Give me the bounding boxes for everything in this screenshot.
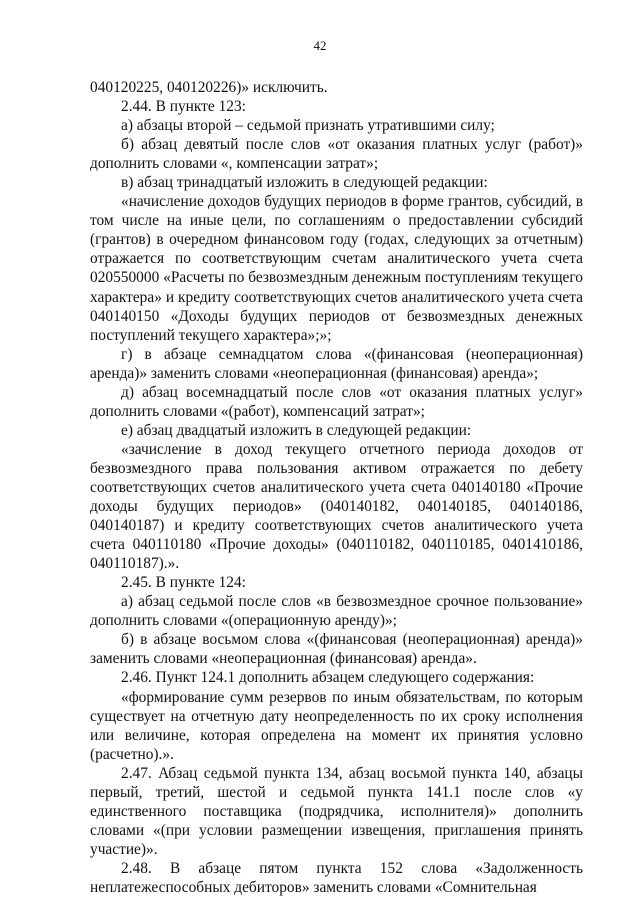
paragraph-subitem-a: а) абзацы второй – седьмой признать утратившими силу;: [121, 117, 495, 135]
paragraph-subitem-d: д) абзац восемнадцатый после слов «от оказания платных услуг» дополнить словами «(работ), компенсаций затрат»;: [90, 383, 583, 420]
paragraph-subitem-b: б) абзац девятый после слов «от оказания платных услуг (работ)» дополнить словами «, компенсации затрат»;: [90, 136, 583, 173]
paragraph-item-2-45: 2.45. В пункте 124:: [121, 574, 246, 592]
paragraph-item-2-48: 2.48. В абзаце пятом пункта 152 слова «Задолженность неплатежеспособных дебиторов» заменить словами «Сомнительная: [90, 859, 583, 896]
paragraph-subitem-a-2: а) абзац седьмой после слов «в безвозмездное срочное пользование» дополнить словами «(операционную аренду)»;: [90, 593, 583, 630]
paragraph-continuation: 040120225, 040120226)» исключить.: [90, 79, 328, 96]
paragraph-quote-income-credit: «зачисление в доход текущего отчетного периода доходов от безвозмездного права пользования активом отражается по дебету соответствующих счетов аналитического учета счета 040140180 «Прочие доходы будущих периодов» (040140182, 040140185, 040140186, 040140187) и кредиту соответствующих счетов аналитического учета счета 040110180 «Прочие доходы» (040110182, 040110185, 0401410186, 040110187).».: [90, 440, 583, 573]
page-number: 42: [313, 38, 327, 53]
document-body: [90, 78, 583, 897]
paragraph-subitem-v: в) абзац тринадцатый изложить в следующей редакции:: [121, 174, 488, 192]
paragraph-item-2-44: 2.44. В пункте 123:: [121, 98, 246, 116]
paragraph-quote-income-deferred: «начисление доходов будущих периодов в форме грантов, субсидий, в том числе на иные цели, по соглашениям о предоставлении субсидий (грантов) в очередном финансовом году (годах, следующих за отчетным) отражается по соответствующим счетам аналитического учета счета 020550000 «Расчеты по безвозмездным денежным поступлениям текущего характера» и кредиту соответствующих счетов аналитического учета счета 040140150 «Доходы будущих периодов от безвозмездных денежных поступлений текущего характера»;»;: [90, 193, 583, 344]
paragraph-subitem-g: г) в абзаце семнадцатом слова «(финансовая (неоперационная) аренда)» заменить словами «неоперационная (финансовая) аренда»;: [90, 345, 583, 382]
paragraph-subitem-b-2: б) в абзаце восьмом слова «(финансовая (неоперационная) аренда)» заменить словами «неоперационная (финансовая) аренда».: [90, 631, 583, 668]
paragraph-item-2-46: 2.46. Пункт 124.1 дополнить абзацем следующего содержания:: [121, 669, 535, 687]
paragraph-subitem-e: е) абзац двадцатый изложить в следующей редакции:: [121, 421, 472, 439]
paragraph-item-2-47: 2.47. Абзац седьмой пункта 134, абзац восьмой пункта 140, абзацы первый, третий, шестой и седьмой пункта 141.1 после слов «у единственного поставщика (подрядчика, исполнителя)» дополнить словами «(при условии размещении извещения, приглашения принять участие)».: [90, 764, 583, 858]
paragraph-quote-reserves: «формирование сумм резервов по иным обязательствам, по которым существует на отчетную дату неопределенность по их сроку исполнения или величине, которая определена на момент их принятия условно (расчетно).».: [90, 688, 583, 763]
